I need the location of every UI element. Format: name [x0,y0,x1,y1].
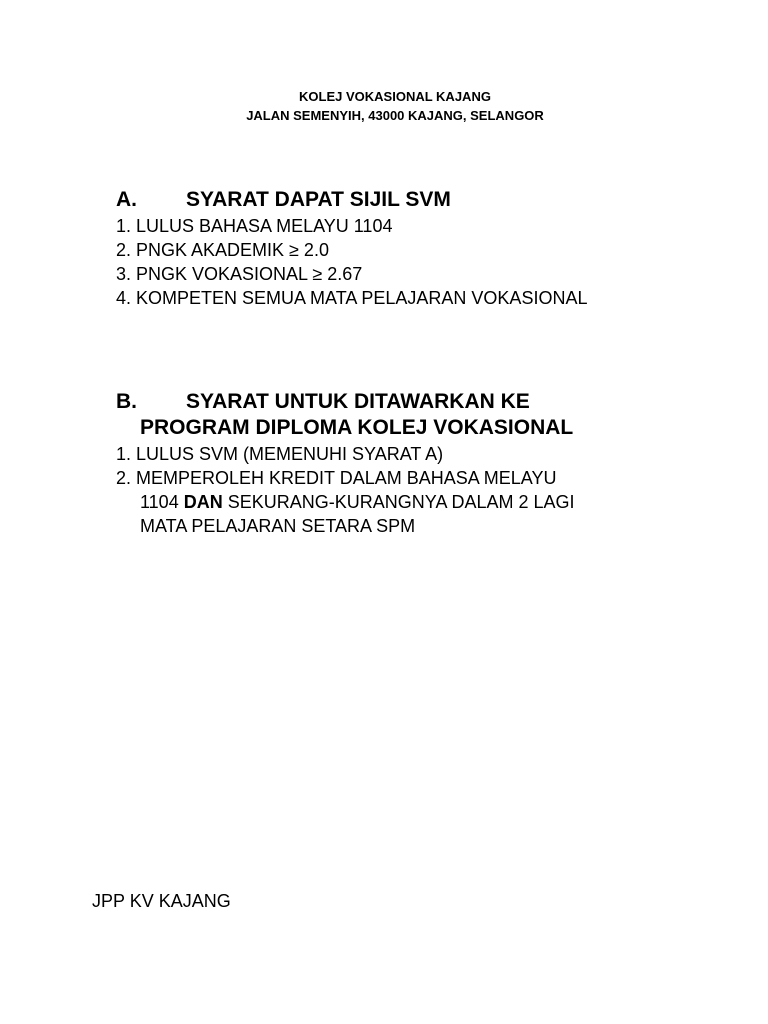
section-a-item-3: 3. PNGK VOKASIONAL ≥ 2.67 [116,264,363,284]
institution-name: KOLEJ VOKASIONAL KAJANG [299,89,491,104]
section-a-item-4: 4. KOMPETEN SEMUA MATA PELAJARAN VOKASIONAL [116,288,588,308]
section-b-letter: B. [116,390,137,413]
section-a-item-2: 2. PNGK AKADEMIK ≥ 2.0 [116,240,329,260]
section-a-heading [116,187,451,213]
section-a-item-1: 1. LULUS BAHASA MELAYU 1104 [116,216,393,236]
section-b-item-2-line3: MATA PELAJARAN SETARA SPM [140,516,416,536]
section-b-item-2-line2 [140,490,575,514]
section-a-letter: A. [116,188,137,211]
section-b-title-line1: SYARAT UNTUK DITAWARKAN KE [186,390,530,413]
section-b-heading [116,389,530,415]
item-2-emphasis: DAN [183,492,223,512]
item-2-suffix: SEKURANG-KURANGNYA DALAM 2 LAGI [227,492,575,512]
item-2-prefix: 1104 [140,492,179,512]
section-b-item-2-line1: 2. MEMPEROLEH KREDIT DALAM BAHASA MELAYU [116,468,557,488]
institution-address: JALAN SEMENYIH, 43000 KAJANG, SELANGOR [246,108,544,123]
section-b-title-line2: PROGRAM DIPLOMA KOLEJ VOKASIONAL [140,416,574,439]
section-a-title: SYARAT DAPAT SIJIL SVM [186,188,451,211]
section-b-item-1: 1. LULUS SVM (MEMENUHI SYARAT A) [116,444,444,464]
footer-signature: JPP KV KAJANG [92,891,231,911]
